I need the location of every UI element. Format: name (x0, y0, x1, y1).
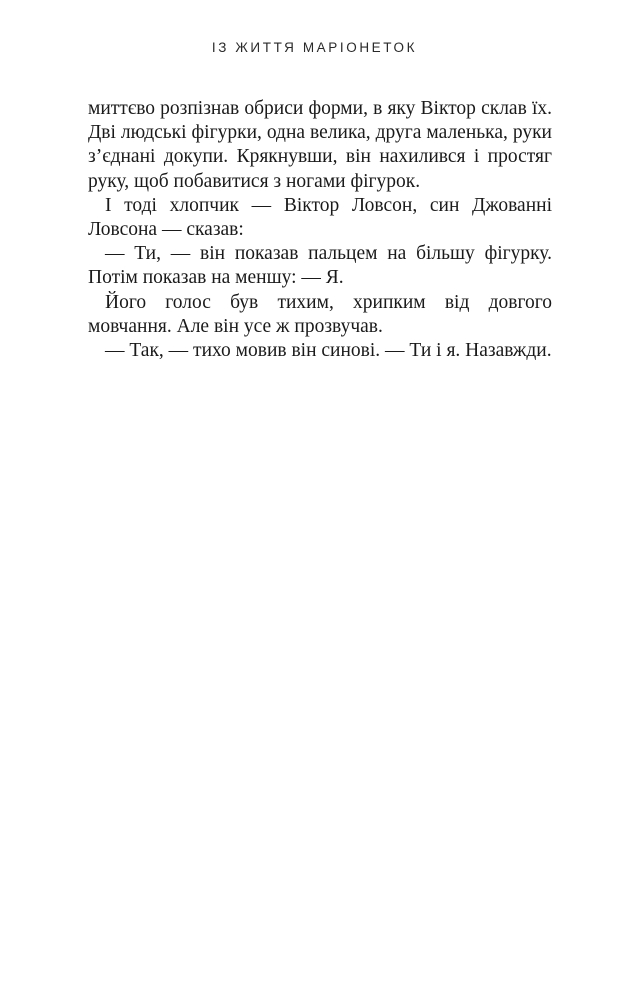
running-head: ІЗ ЖИТТЯ МАРІОНЕТОК (211, 40, 418, 55)
paragraph-narration: Його голос був тихим, хрипким від довгого мовчання. Але він усе ж прозвучав. (88, 291, 552, 337)
paragraph-continuation: миттєво розпізнав обриси форми, в яку Віктор склав їх. Дві людські фігурки, одна велика, друга маленька, руки з’єднані докупи. Крякнувши, він нахилився і простяг руку, щоб побавитися з ногами фігурок. (88, 98, 552, 192)
paragraph-narration: І тоді хлопчик — Віктор Ловсон, син Джованні Ловсона — сказав: (88, 194, 552, 241)
paragraph-dialogue: — Так, — тихо мовив він синові. — Ти і я. Назавжди. (105, 340, 552, 362)
body-text (88, 97, 552, 363)
paragraph-dialogue: — Ти, — він показав пальцем на більшу фігурку. Потім показав на меншу: — Я. (88, 243, 552, 289)
